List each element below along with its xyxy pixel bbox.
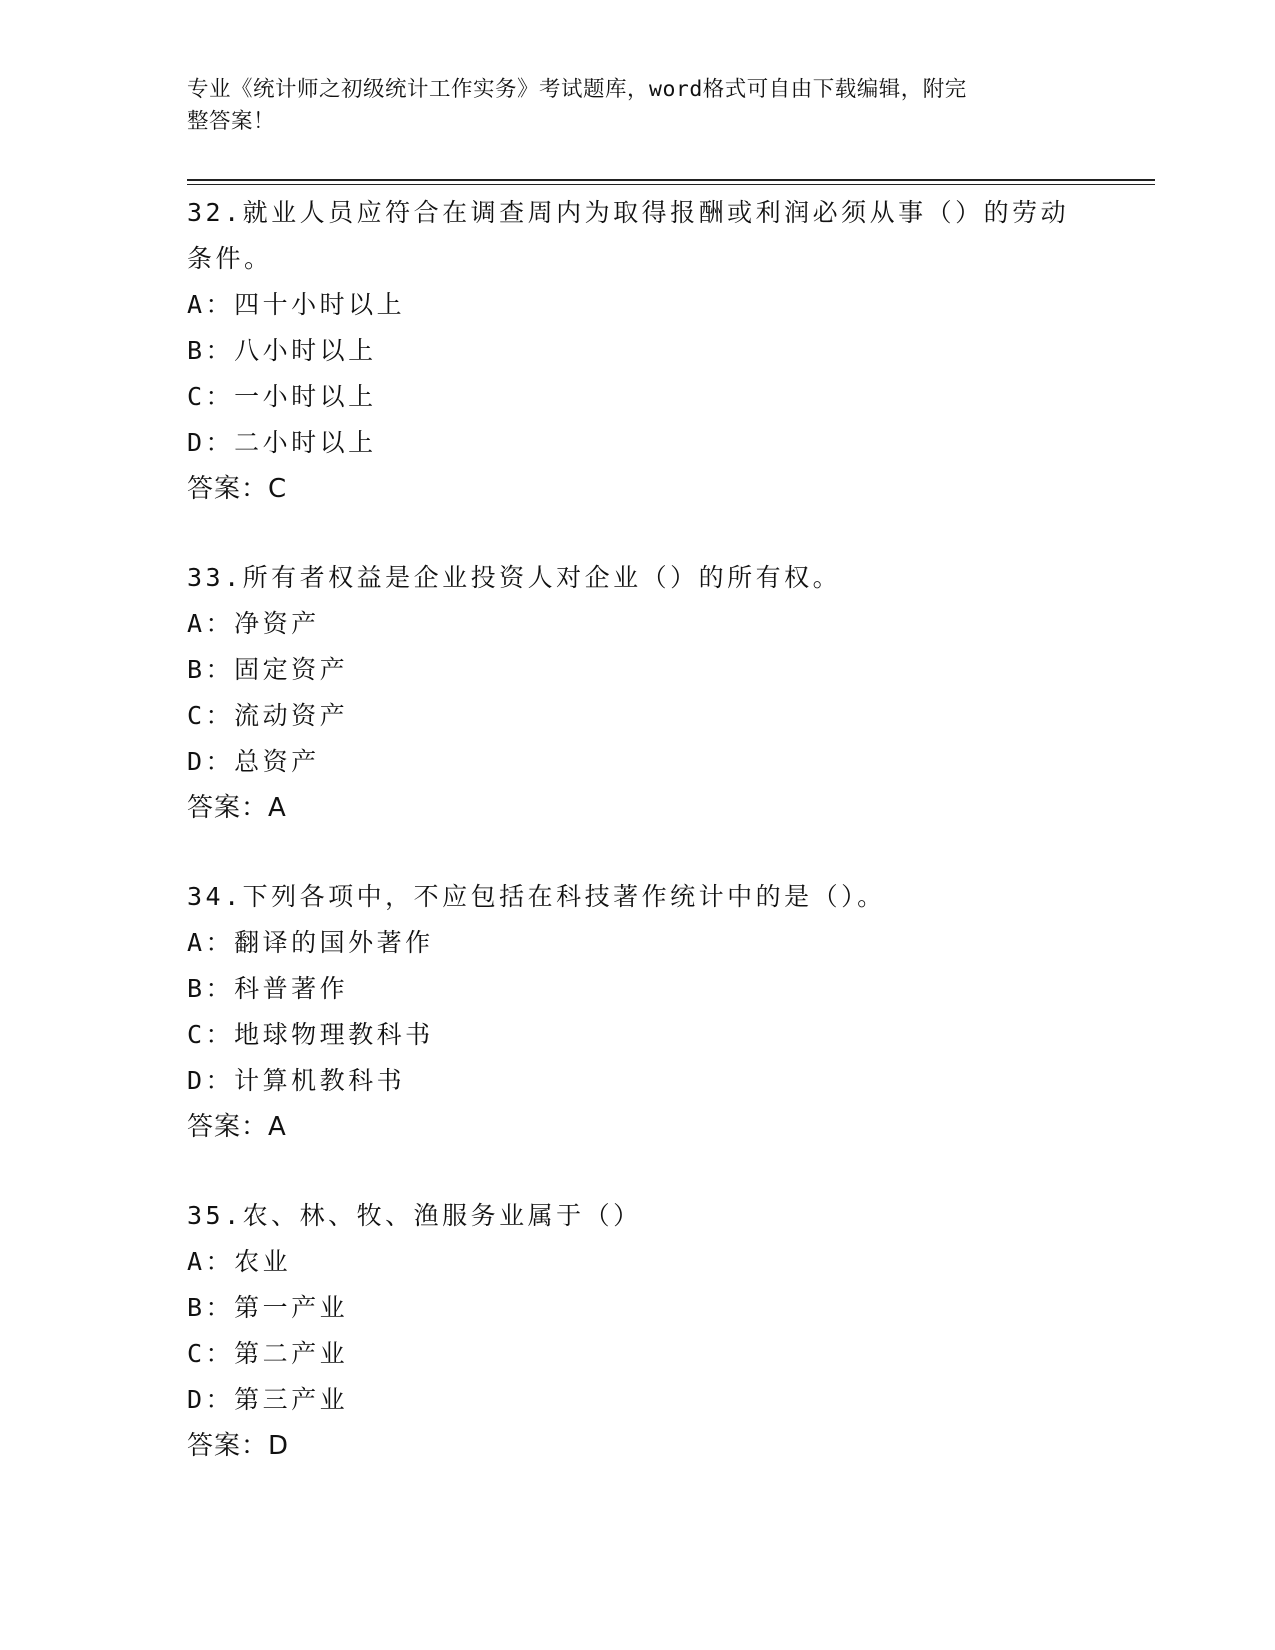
header-divider-thick <box>187 179 1155 181</box>
answer-value: C <box>268 474 288 504</box>
answer-line <box>187 466 1087 512</box>
question-number: 33. <box>187 563 243 592</box>
question-number: 34. <box>187 882 243 911</box>
answer-label: 答案： <box>187 474 269 504</box>
option-key: D： <box>187 1385 235 1414</box>
option-key: B： <box>187 336 235 365</box>
question-stem <box>187 555 1087 601</box>
question-text: 农、林、牧、渔服务业属于（） <box>242 1201 642 1230</box>
option-a <box>187 601 1087 647</box>
answer-label: 答案： <box>187 1112 269 1142</box>
question-text: 所有者权益是企业投资人对企业（）的所有权。 <box>242 563 842 592</box>
option-key: A： <box>187 290 235 319</box>
question-text: 就业人员应符合在调查周内为取得报酬或利润必须从事（）的劳动 <box>242 198 1070 227</box>
option-key: D： <box>187 428 235 457</box>
option-text: 总资产 <box>234 747 320 776</box>
question-number: 32. <box>187 198 243 227</box>
option-a <box>187 282 1087 328</box>
option-text: 第二产业 <box>234 1339 349 1368</box>
option-key: A： <box>187 1247 235 1276</box>
answer-line <box>187 1104 1087 1150</box>
question-stem <box>187 874 1087 920</box>
option-a <box>187 1239 1087 1285</box>
question-stem-continuation: 条件。 <box>187 244 273 273</box>
option-text: 科普著作 <box>234 974 349 1003</box>
option-key: C： <box>187 1339 235 1368</box>
option-text: 第三产业 <box>234 1385 349 1414</box>
option-key: C： <box>187 701 235 730</box>
question-number: 35. <box>187 1201 243 1230</box>
option-text: 农业 <box>234 1247 292 1276</box>
option-text: 流动资产 <box>234 701 349 730</box>
option-key: B： <box>187 655 235 684</box>
option-key: C： <box>187 1020 235 1049</box>
option-text: 八小时以上 <box>234 336 377 365</box>
question-34 <box>187 874 1087 1150</box>
answer-line <box>187 785 1087 831</box>
header-line-2: 整答案！ <box>187 109 276 134</box>
option-text: 二小时以上 <box>234 428 377 457</box>
question-list <box>187 190 1087 1512</box>
question-32 <box>187 190 1087 512</box>
option-key: C： <box>187 382 235 411</box>
option-b <box>187 328 1087 374</box>
option-text: 一小时以上 <box>234 382 377 411</box>
option-text: 固定资产 <box>234 655 349 684</box>
option-text: 计算机教科书 <box>234 1066 406 1095</box>
option-key: B： <box>187 974 235 1003</box>
option-c <box>187 693 1087 739</box>
option-c <box>187 1012 1087 1058</box>
header-divider-thin <box>187 184 1155 185</box>
question-text: 下列各项中，不应包括在科技著作统计中的是（）。 <box>242 882 886 911</box>
option-d <box>187 1058 1087 1104</box>
option-d <box>187 1377 1087 1423</box>
option-key: D： <box>187 747 235 776</box>
question-33 <box>187 555 1087 831</box>
option-c <box>187 374 1087 420</box>
option-b <box>187 647 1087 693</box>
option-d <box>187 739 1087 785</box>
option-text: 四十小时以上 <box>234 290 406 319</box>
option-key: D： <box>187 1066 235 1095</box>
document-header <box>187 74 1077 138</box>
option-c <box>187 1331 1087 1377</box>
option-text: 第一产业 <box>234 1293 349 1322</box>
question-stem <box>187 1193 1087 1239</box>
answer-label: 答案： <box>187 1431 269 1461</box>
answer-line <box>187 1423 1087 1469</box>
option-b <box>187 1285 1087 1331</box>
header-line-1: 专业《统计师之初级统计工作实务》考试题库，word格式可自由下载编辑，附完 <box>187 77 967 102</box>
question-stem <box>187 190 1087 236</box>
option-b <box>187 966 1087 1012</box>
option-text: 地球物理教科书 <box>234 1020 434 1049</box>
option-a <box>187 920 1087 966</box>
answer-value: D <box>268 1431 290 1461</box>
option-key: A： <box>187 609 235 638</box>
option-key: A： <box>187 928 235 957</box>
answer-value: A <box>268 1112 287 1142</box>
option-text: 翻译的国外著作 <box>234 928 434 957</box>
option-key: B： <box>187 1293 235 1322</box>
answer-label: 答案： <box>187 793 269 823</box>
answer-value: A <box>268 793 287 823</box>
question-35 <box>187 1193 1087 1469</box>
option-text: 净资产 <box>234 609 320 638</box>
option-d <box>187 420 1087 466</box>
